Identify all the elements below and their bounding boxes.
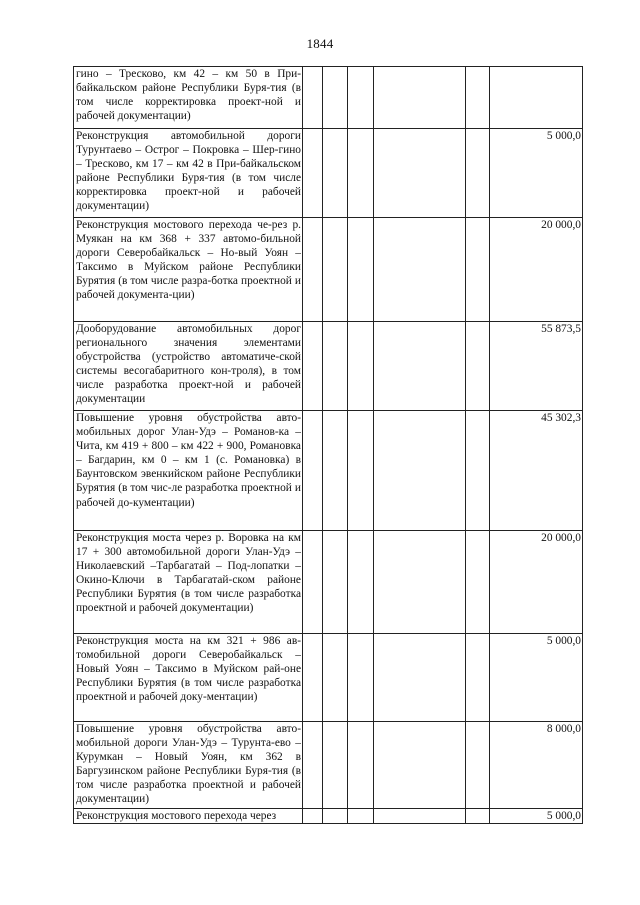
amount-cell: 5 000,0 [490,129,583,218]
row-name-cell: Реконструкция моста через р. Воровка на км 17 + 300 автомобильной дороги Улан-Удэ – Николаевский –Тарбагатай – Под-лопатки – Окино-Ключи в Тарбагатай-ском районе Республики Бурятия (в том числе разработка проектной и рабочей документации) [74,531,303,634]
amount-cell: 5 000,0 [490,634,583,722]
empty-cell [374,722,466,809]
empty-cell [303,411,323,531]
amount-cell [490,67,583,129]
empty-cell [348,129,374,218]
table-row [74,809,583,824]
amount-cell: 20 000,0 [490,531,583,634]
empty-cell [348,218,374,322]
table-row [74,322,583,411]
amount-cell: 45 302,3 [490,411,583,531]
empty-cell [323,809,348,824]
empty-cell [303,722,323,809]
row-name-cell: Повышение уровня обустройства авто-мобильных дорог Улан-Удэ – Романов-ка – Чита, км 419 + 800 – км 422 + 900, Романовка – Багдарин, км 0 – км 1 (с. Романовка) в Баунтовском эвенкийском районе Республики Бурятия (в том чис-ле разработка проектной и рабочей до-кументации) [74,411,303,531]
empty-cell [303,634,323,722]
empty-cell [466,531,490,634]
empty-cell [374,809,466,824]
empty-cell [323,129,348,218]
row-name-cell: Реконструкция моста на км 321 + 986 ав-томобильной дороги Северобайкальск – Новый Уоян – Таксимо в Муйском рай-оне Республики Бурятия (в том числе разработка проектной и рабочей доку-ментации) [74,634,303,722]
empty-cell [374,531,466,634]
empty-cell [303,322,323,411]
empty-cell [303,218,323,322]
row-name-cell: Реконструкция мостового перехода через [74,809,303,824]
empty-cell [323,411,348,531]
empty-cell [303,129,323,218]
empty-cell [323,322,348,411]
page-number: 1844 [306,36,334,51]
empty-cell [374,129,466,218]
empty-cell [303,531,323,634]
amount-cell: 8 000,0 [490,722,583,809]
empty-cell [323,218,348,322]
empty-cell [348,722,374,809]
empty-cell [466,322,490,411]
empty-cell [348,67,374,129]
table-row [74,218,583,322]
table-row [74,67,583,129]
table-row [74,722,583,809]
empty-cell [348,634,374,722]
empty-cell [466,809,490,824]
empty-cell [348,322,374,411]
empty-cell [348,809,374,824]
empty-cell [348,531,374,634]
row-name-cell: гино – Тресково, км 42 – км 50 в При-байкальском районе Республики Буря-тия (в том числе корректировка проект-ной и рабочей документации) [74,67,303,129]
empty-cell [374,411,466,531]
empty-cell [374,218,466,322]
empty-cell [303,67,323,129]
empty-cell [323,67,348,129]
table-row [74,634,583,722]
table-row [74,411,583,531]
empty-cell [323,531,348,634]
amount-cell: 55 873,5 [490,322,583,411]
table-row [74,531,583,634]
empty-cell [466,67,490,129]
empty-cell [323,722,348,809]
empty-cell [466,411,490,531]
empty-cell [466,634,490,722]
empty-cell [374,634,466,722]
empty-cell [348,411,374,531]
empty-cell [466,129,490,218]
table-row [74,129,583,218]
empty-cell [466,218,490,322]
row-name-cell: Реконструкция мостового перехода че-рез р. Муякан на км 368 + 337 автомо-бильной дороги Северобайкальск – Но-вый Уоян – Таксимо в Муйском районе Республики Бурятия (в том числе разра-ботка проектной и рабочей документа-ции) [74,218,303,322]
row-name-cell: Дооборудование автомобильных дорог регионального значения элементами обустройства (устройство автоматиче-ской системы весогабаритного кон-троля), в том числе разработка проект-ной и рабочей документации [74,322,303,411]
empty-cell [466,722,490,809]
empty-cell [303,809,323,824]
empty-cell [374,322,466,411]
row-name-cell: Повышение уровня обустройства авто-мобильной дороги Улан-Удэ – Турунта-ево – Курумкан – Новый Уоян, км 362 в Баргузинском районе Республики Буря-тия (в том числе разработка проектной и рабочей документации) [74,722,303,809]
budget-table [73,66,583,824]
row-name-cell: Реконструкция автомобильной дороги Турунтаево – Острог – Покровка – Шер-гино – Тресково, км 17 – км 42 в При-байкальском районе Республики Буря-тия (в том числе корректировка проект-ной и рабочей документации) [74,129,303,218]
empty-cell [323,634,348,722]
empty-cell [374,67,466,129]
amount-cell: 20 000,0 [490,218,583,322]
amount-cell: 5 000,0 [490,809,583,824]
